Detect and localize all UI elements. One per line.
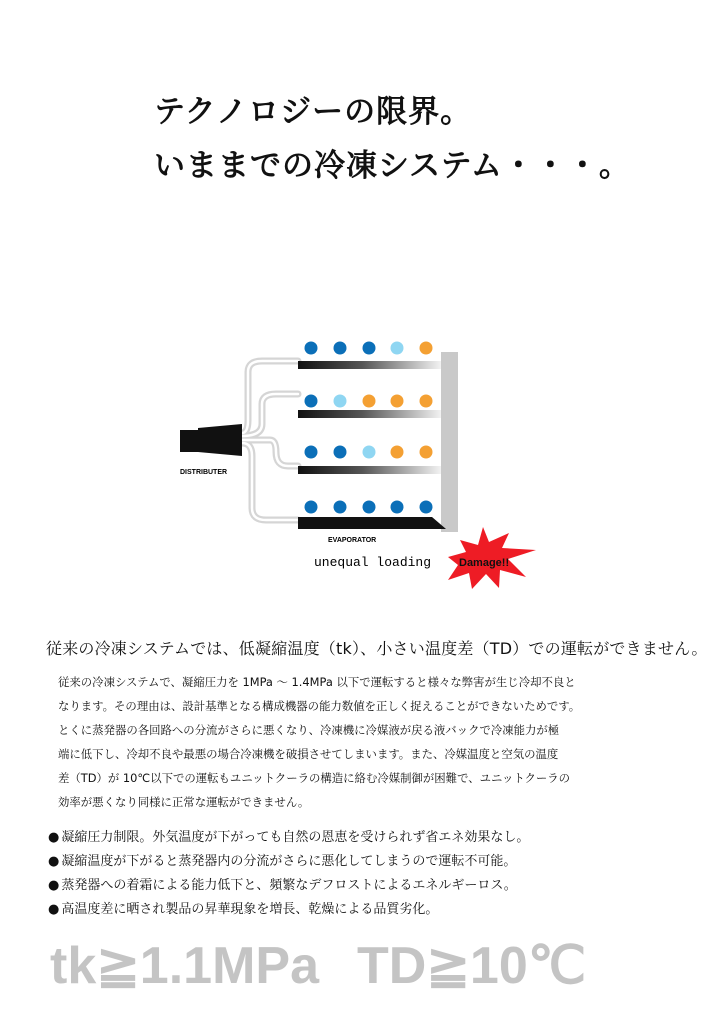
- evaporator-header: [441, 352, 458, 532]
- evaporator-label: EVAPORATOR: [328, 537, 377, 544]
- refrigerant-dot: [334, 395, 347, 408]
- bullet-item: ● 凝縮圧力制限。外気温度が下がっても自然の恩恵を受けられず省エネ効果なし。: [48, 826, 529, 850]
- distributer-label: DISTRIBUTER: [180, 469, 228, 476]
- refrigerant-dot: [305, 395, 318, 408]
- headline-line-2: いままでの冷凍システム・・・。: [154, 148, 631, 184]
- refrigerant-dot: [391, 395, 404, 408]
- refrigerant-dot: [363, 395, 376, 408]
- refrigerant-dot: [334, 501, 347, 514]
- refrigerant-dot: [391, 501, 404, 514]
- bullet-item: ● 高温度差に晒され製品の昇華現象を増長、乾燥による品質劣化。: [48, 898, 529, 922]
- body-paragraph: 従来の冷凍システムで、凝縮圧力を 1MPa ～ 1.4MPa 以下で運転すると様々な弊害が生じ冷却不良と なります。その理由は、設計基準となる構成機器の能力数値を正しく捉えることができないためです。 とくに蒸発器の各回路への分流がさらに悪くなり、冷凍機に冷媒液が戻る液バックで冷凍能力が極 端に低下し、冷却不良や最悪の場合冷凍機を破損させてしまいます。また、冷媒温度と空気の温度 差（TD）が 10℃以下での運転もユニットクーラの構造に絡む冷媒制御が困難で、ユニットクーラの 効率が悪くなり同様に正常な運転ができません。: [58, 675, 581, 809]
- refrigerant-dot: [305, 501, 318, 514]
- refrigerant-dot: [420, 501, 433, 514]
- damage-label: Damage!!: [459, 557, 510, 569]
- bullet-list: [48, 826, 529, 922]
- bullet-item: ● 凝縮温度が下がると蒸発器内の分流がさらに悪化してしまうので運転不可能。: [48, 850, 529, 874]
- evaporator-row-1: [298, 361, 441, 369]
- refrigerant-dot: [363, 501, 376, 514]
- evaporator-row-2: [298, 410, 441, 418]
- evaporator-row-3: [298, 466, 441, 474]
- refrigerant-dot: [305, 342, 318, 355]
- lead-sentence: 従来の冷凍システムでは、低凝縮温度（tk）、小さい温度差（TD）での運転ができません。: [46, 639, 708, 658]
- refrigerant-dot: [363, 342, 376, 355]
- refrigerant-dot: [334, 446, 347, 459]
- td-spec: TD≧10℃: [357, 937, 587, 995]
- refrigerant-dot: [391, 446, 404, 459]
- refrigerant-dot: [363, 446, 376, 459]
- refrigerant-dot: [391, 342, 404, 355]
- unequal-loading-caption: unequal loading: [314, 555, 432, 570]
- evaporator-row-4: [298, 517, 446, 529]
- tk-spec: tk≧1.1MPa: [50, 937, 320, 995]
- distributor-tubes: [242, 361, 298, 520]
- headline-line-1: テクノロジーの限界。: [154, 94, 473, 130]
- distributer: [180, 424, 242, 456]
- spec-footer: [50, 936, 586, 996]
- refrigerant-dot: [420, 342, 433, 355]
- refrigerant-dot: [420, 446, 433, 459]
- refrigerant-dot: [305, 446, 318, 459]
- refrigerant-dot: [420, 395, 433, 408]
- refrigerant-dot: [334, 342, 347, 355]
- bullet-item: ● 蒸発器への着霜による能力低下と、頻繁なデフロストによるエネルギーロス。: [48, 874, 529, 898]
